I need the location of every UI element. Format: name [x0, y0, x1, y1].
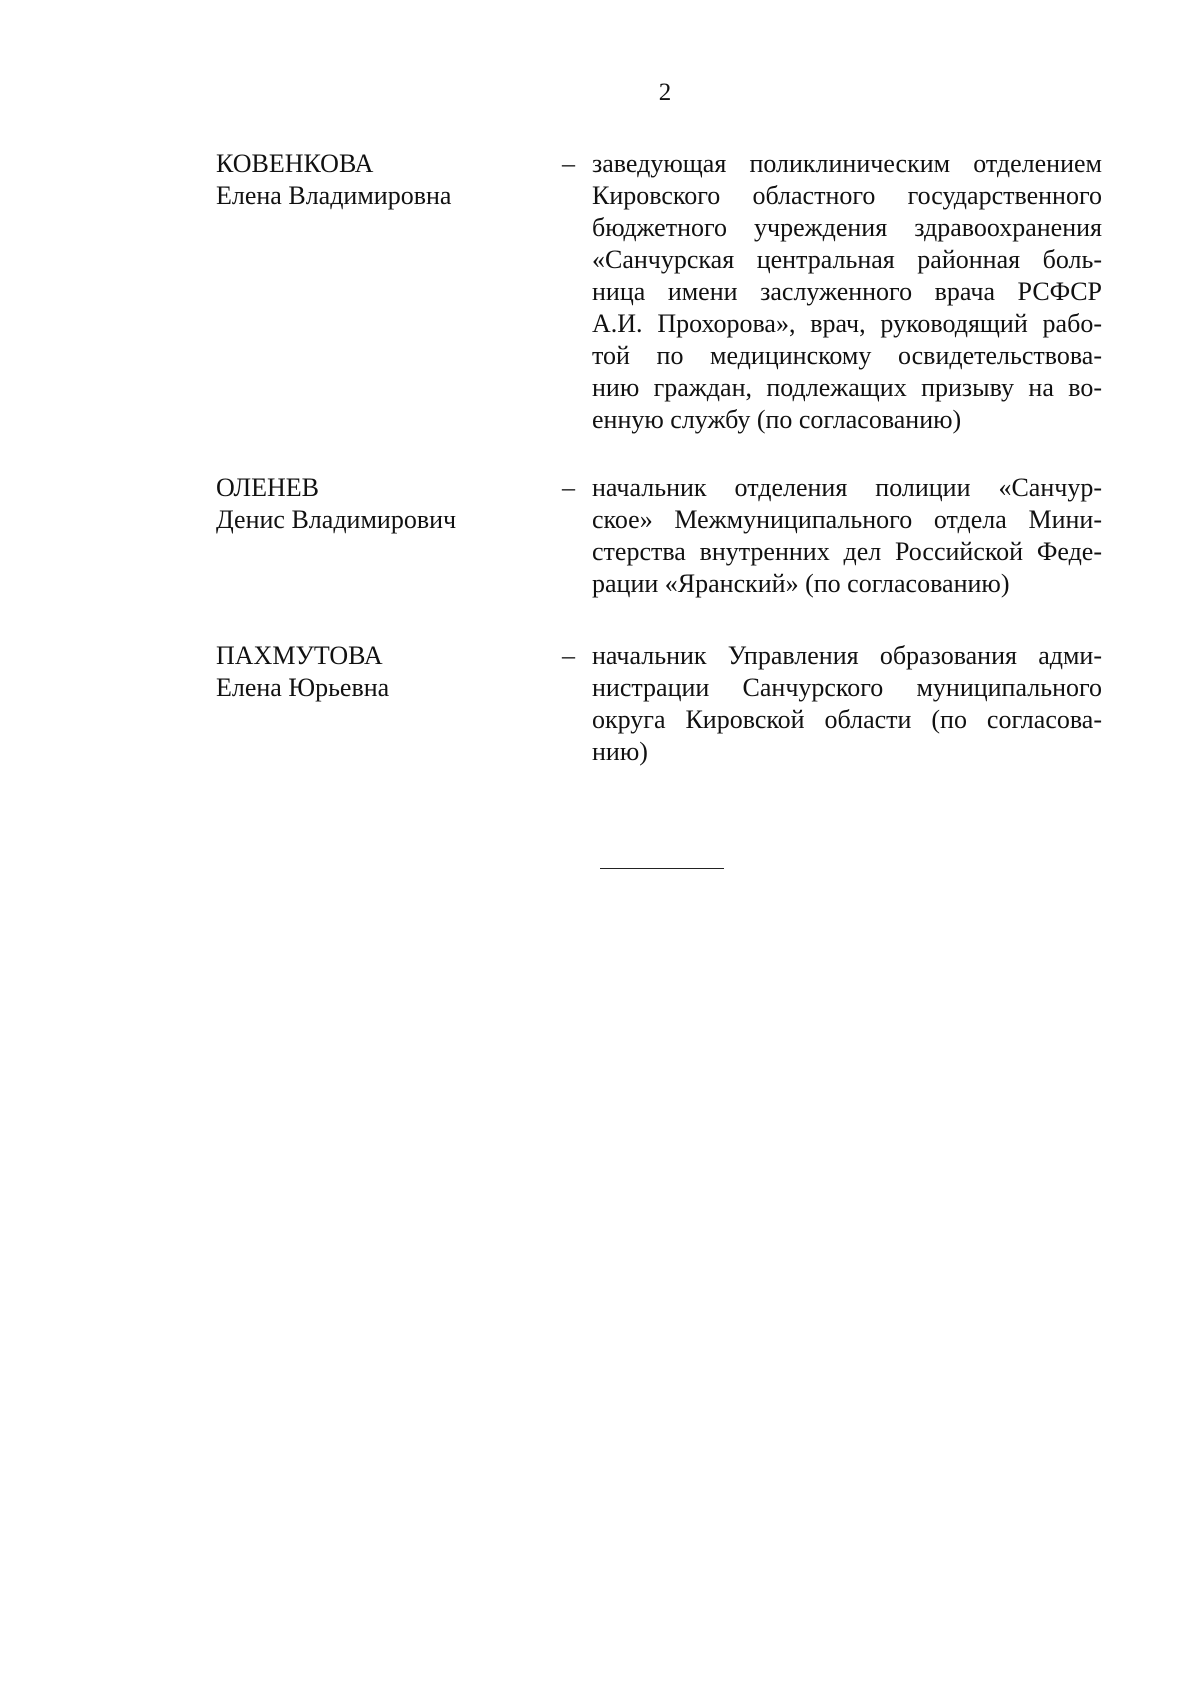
member-surname: КОВЕНКОВА [216, 149, 374, 178]
member-given-names: Денис Владимирович [216, 505, 457, 534]
member-name [216, 640, 556, 704]
member-role [592, 640, 1102, 768]
closing-divider [600, 868, 724, 869]
dash-separator: – [562, 149, 575, 178]
role-line: нию граждан, подлежащих призыву на во- [592, 373, 1102, 402]
member-role [592, 472, 1102, 600]
role-line: ское» Межмуниципального отдела Мини- [592, 505, 1102, 534]
role-line: начальник отделения полиции «Санчур- [592, 473, 1102, 502]
member-name [216, 472, 556, 536]
role-line: ница имени заслуженного врача РСФСР [592, 277, 1102, 306]
member-role [592, 148, 1102, 436]
member-name [216, 148, 556, 212]
role-line: бюджетного учреждения здравоохранения [592, 213, 1102, 242]
role-line: нию) [592, 737, 648, 766]
role-line: «Санчурская центральная районная боль- [592, 245, 1102, 274]
member-given-names: Елена Владимировна [216, 181, 452, 210]
role-line: енную службу (по согласованию) [592, 405, 962, 434]
role-line: А.И. Прохорова», врач, руководящий рабо- [592, 309, 1102, 338]
role-line: той по медицинскому освидетельствова- [592, 341, 1102, 370]
page-number: 2 [658, 79, 672, 106]
dash-separator: – [562, 641, 575, 670]
dash-separator: – [562, 473, 575, 502]
role-line: начальник Управления образования адми- [592, 641, 1102, 670]
role-line: заведующая поликлиническим отделением [592, 149, 1102, 178]
role-line: Кировского областного государственного [592, 181, 1102, 210]
role-line: рации «Яранский» (по согласованию) [592, 569, 1010, 598]
role-line: нистрации Санчурского муниципального [592, 673, 1102, 702]
member-given-names: Елена Юрьевна [216, 673, 390, 702]
member-surname: ПАХМУТОВА [216, 641, 383, 670]
role-line: округа Кировской области (по согласова- [592, 705, 1102, 734]
role-line: стерства внутренних дел Российской Феде- [592, 537, 1102, 566]
member-surname: ОЛЕНЕВ [216, 473, 319, 502]
